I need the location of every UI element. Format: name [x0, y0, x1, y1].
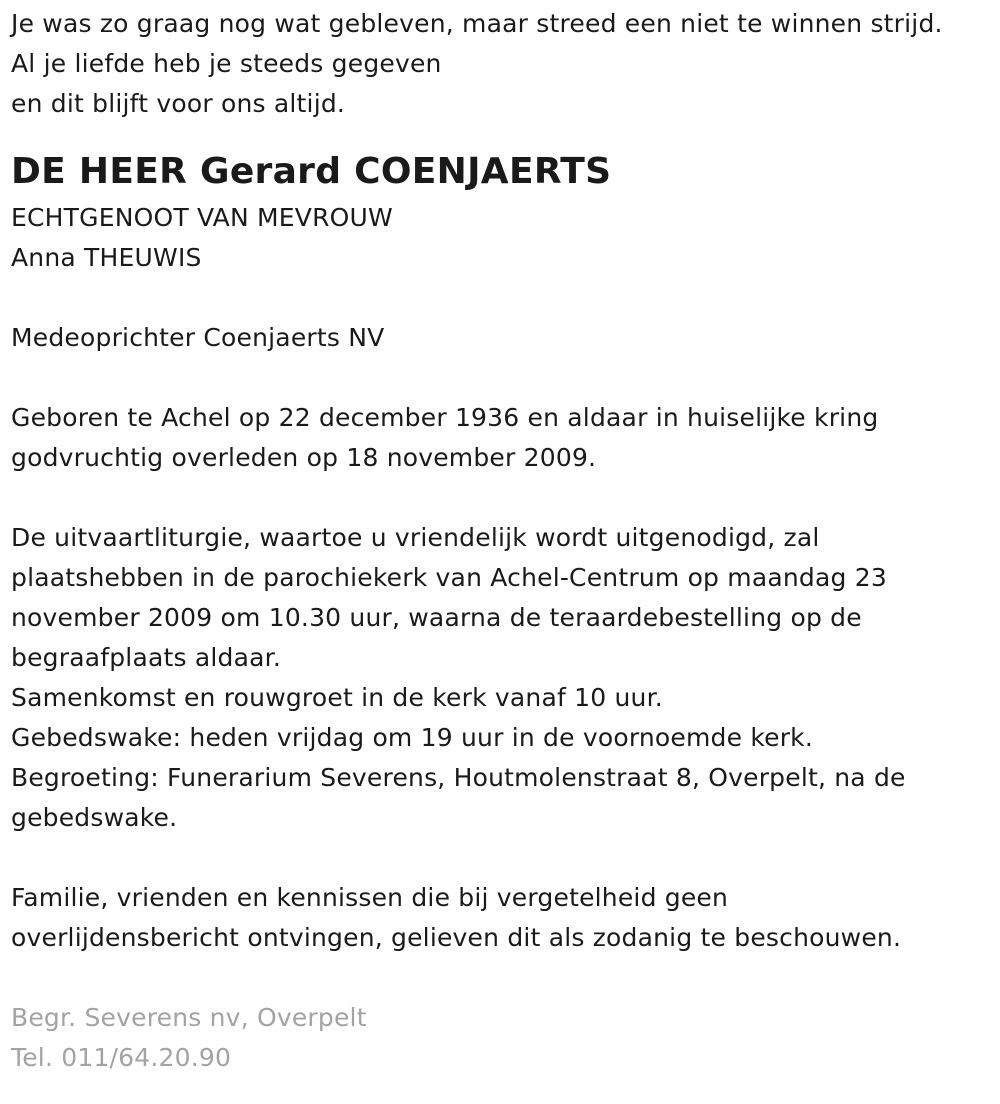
ceremony-line-3: november 2009 om 10.30 uur, waarna de teraardebestelling op de: [11, 603, 862, 632]
spacer: [11, 478, 1000, 518]
ceremony-line-1: De uitvaartliturgie, waartoe u vriendelijk wordt uitgenodigd, zal: [11, 523, 820, 552]
funeral-home-phone: Tel. 011/64.20.90: [11, 1043, 232, 1072]
birth-death-line-2: godvruchtig overleden op 18 november 2009.: [11, 443, 597, 472]
birth-death-block: [11, 398, 1000, 478]
spouse-name: Anna THEUWIS: [11, 243, 202, 272]
ceremony-block: [11, 518, 1000, 838]
birth-death-line-1: Geboren te Achel op 22 december 1936 en aldaar in huiselijke kring: [11, 403, 879, 432]
spacer: [11, 838, 1000, 878]
poem-block: [11, 4, 1000, 124]
ceremony-line-2: plaatshebben in de parochiekerk van Achel-Centrum op maandag 23: [11, 563, 887, 592]
spacer: [11, 958, 1000, 998]
ceremony-line-6: Gebedswake: heden vrijdag om 19 uur in de voornoemde kerk.: [11, 723, 814, 752]
spacer: [11, 358, 1000, 398]
funeral-home-block: [11, 998, 1000, 1078]
poem-line-2: Al je liefde heb je steeds gegeven: [11, 49, 442, 78]
spacer: [11, 124, 1000, 148]
notice-line-1: Familie, vrienden en kennissen die bij vergetelheid geen: [11, 883, 729, 912]
deceased-role: Medeoprichter Coenjaerts NV: [11, 323, 385, 352]
spouse-label: ECHTGENOOT VAN MEVROUW: [11, 203, 393, 232]
ceremony-line-7: Begroeting: Funerarium Severens, Houtmolenstraat 8, Overpelt, na de: [11, 763, 906, 792]
poem-line-3: en dit blijft voor ons altijd.: [11, 89, 346, 118]
deceased-title: DE HEER Gerard COENJAERTS: [11, 151, 612, 192]
funeral-home-name: Begr. Severens nv, Overpelt: [11, 1003, 367, 1032]
deceased-block: [11, 148, 1000, 358]
spacer: [11, 278, 1000, 318]
notice-line-2: overlijdensbericht ontvingen, gelieven dit als zodanig te beschouwen.: [11, 923, 902, 952]
poem-line-1: Je was zo graag nog wat gebleven, maar streed een niet te winnen strijd.: [11, 9, 943, 38]
ceremony-line-8: gebedswake.: [11, 803, 178, 832]
ceremony-line-5: Samenkomst en rouwgroet in de kerk vanaf 10 uur.: [11, 683, 663, 712]
ceremony-line-4: begraafplaats aldaar.: [11, 643, 281, 672]
notice-block: [11, 878, 1000, 958]
